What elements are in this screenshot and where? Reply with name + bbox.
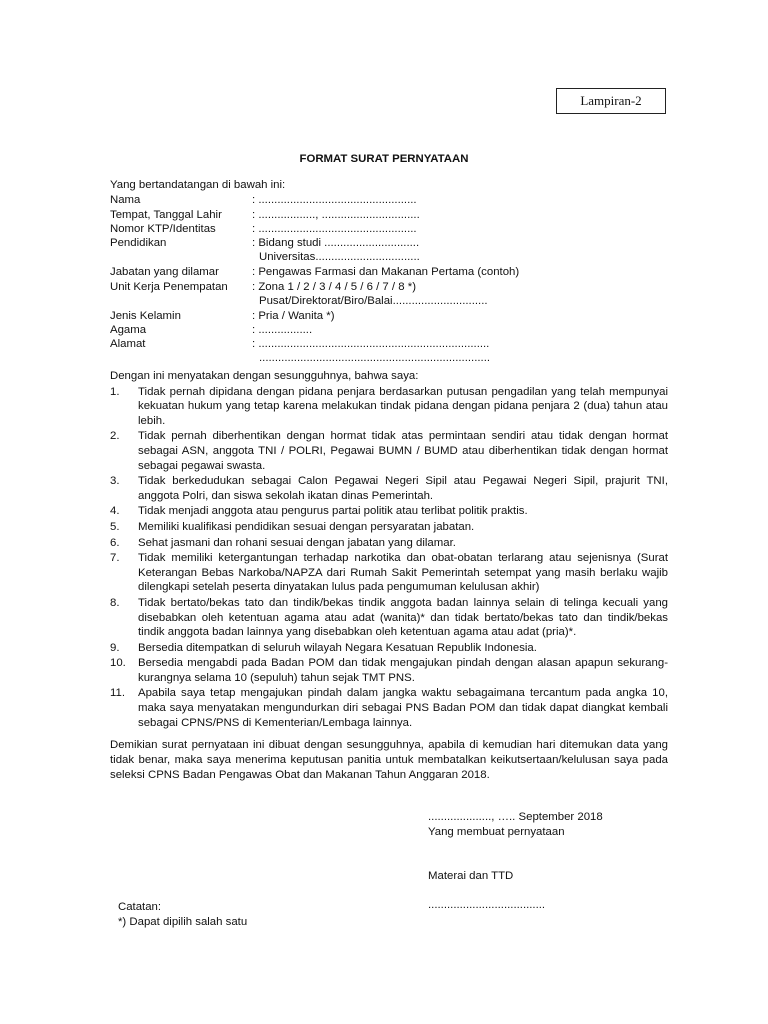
item-number: 6. [110,536,120,549]
field-cont-alamat: ......................................................................... [259,352,491,364]
statement-list [110,369,668,731]
item-text: Apabila saya tetap mengajukan pindah dalam jangka waktu sebagaimana tercantum pada angka 10, maka saya menyatakan mengundurkan diri sebagai PNS Badan POM dan tidak dapat diangkat kembali sebagai CPNS/PNS di Kementerian/Lembaga lainnya. [138,687,668,729]
item-number: 10. [110,657,126,670]
field-value-agama: : ................. [252,324,313,336]
closing-paragraph: Demikian surat pernyataan ini dibuat dengan sesungguhnya, apabila di kemudian hari ditemukan data yang tidak benar, maka saya menerima keputusan panitia untuk membatalkan keikutsertaan/kelulusan saya pada seleksi CPNS Badan Pengawas Obat dan Makanan Tahun Anggaran 2018. [110,739,668,781]
field-label-ktp: Nomor KTP/Identitas [110,223,216,235]
list-item [110,641,668,656]
list-item [110,656,668,685]
item-number: 4. [110,505,120,518]
document-title: FORMAT SURAT PERNYATAAN [299,153,469,165]
item-number: 1. [110,385,120,398]
item-number: 5. [110,520,120,533]
field-value-pendidikan: : Bidang studi .............................. [252,237,420,249]
field-value-ktp: : .................................................. [252,223,417,235]
field-cont-unit-kerja: Pusat/Direktorat/Biro/Balai.............................. [259,295,488,307]
field-label-unit-kerja: Unit Kerja Penempatan [110,281,228,293]
item-number: 9. [110,641,120,654]
list-item [110,504,668,519]
item-text: Tidak berkedudukan sebagai Calon Pegawai Negeri Sipil atau Pegawai Negeri Sipil, prajurit TNI, anggota Polri, dan siswa sekolah ikatan dinas Pemerintah. [138,475,668,502]
intro-text: Yang bertandatangan di bawah ini: [110,179,286,191]
signature-place-date: ...................., ….. September 2018 [428,811,603,823]
list-item [110,474,668,503]
field-label-agama: Agama [110,324,147,336]
item-number: 3. [110,475,120,488]
field-label-alamat: Alamat [110,338,146,350]
item-number: 11. [110,687,125,700]
field-label-jabatan: Jabatan yang dilamar [110,266,219,278]
item-text: Sehat jasmani dan rohani sesuai dengan jabatan yang dilamar. [138,536,456,549]
note-heading: Catatan: [118,901,162,913]
field-value-alamat: : ......................................................................... [252,338,490,350]
list-item [110,536,668,551]
lampiran-label: Lampiran-2 [580,93,642,108]
item-text: Tidak bertato/bekas tato dan tindik/bekas tindik anggota badan lainnya selain di telinga kecuali yang disebabkan oleh ketentuan agama atau adat (wanita)* dan tidak bertato/bekas tato dan tindik/bekas tindik anggota badan lainnya yang disebabkan oleh ketentuan agama atau adat (pria)*. [138,596,668,639]
note-text: *) Dapat dipilih salah satu [118,916,248,928]
field-value-ttl: : .................., ............................... [252,209,420,221]
list-item [110,551,668,595]
list-item [110,596,668,640]
field-label-pendidikan: Pendidikan [110,237,167,249]
item-text: Tidak pernah diberhentikan dengan hormat tidak atas permintaan sendiri atau tidak dengan hormat sebagai ASN, anggota TNI / POLRI, Pegawai BUMN / BUMD atau diberhentikan tidak dengan hormat sebagai pegawai swasta. [138,430,668,472]
list-item [110,686,668,730]
item-text: Bersedia ditempatkan di seluruh wilayah Negara Kesatuan Republik Indonesia. [138,641,537,654]
signature-stamp: Materai dan TTD [428,870,514,882]
field-label-jenis-kelamin: Jenis Kelamin [110,310,181,322]
field-label-ttl: Tempat, Tanggal Lahir [110,209,222,221]
item-text: Bersedia mengabdi pada Badan POM dan tidak mengajukan pindah dengan alasan apapun sekurang-kurangnya selama 10 (sepuluh) tahun sejak TMT PNS. [138,657,668,684]
item-number: 8. [110,596,120,609]
signature-line: ..................................... [428,899,546,911]
list-item [110,429,668,473]
item-text: Memiliki kualifikasi pendidikan sesuai dengan persyaratan jabatan. [138,520,475,533]
field-value-jabatan: : Pengawas Farmasi dan Makanan Pertama (contoh) [252,266,520,278]
list-item [110,385,668,429]
lampiran-box [556,88,666,114]
field-value-jenis-kelamin: : Pria / Wanita *) [252,310,335,322]
item-number: 2. [110,430,120,443]
field-cont-pendidikan: Universitas................................. [259,251,420,263]
signature-maker: Yang membuat pernyataan [428,826,565,838]
field-value-nama: : .................................................. [252,194,417,206]
item-text: Tidak pernah dipidana dengan pidana penjara berdasarkan putusan pengadilan yang telah mempunyai kekuatan hukum yang tetap karena melakukan tindak pidana dengan pidana penjara 2 (dua) tahun atau lebih. [138,385,668,427]
item-text: Tidak menjadi anggota atau pengurus partai politik atau terlibat politik praktis. [138,505,528,518]
list-item [110,520,668,535]
statement-intro: Dengan ini menyatakan dengan sesungguhnya, bahwa saya: [110,370,419,382]
item-number: 7. [110,552,120,565]
item-text: Tidak memiliki ketergantungan terhadap narkotika dan obat-obatan terlarang atau sejenisnya (Surat Keterangan Bebas Narkoba/NAPZA dari Rumah Sakit Pemerintah setempat yang masih berlaku wajib dilengkapi setelah peserta dinyatakan lulus pada pengumuman kelulusan akhir) [138,552,668,594]
field-label-nama: Nama [110,194,141,206]
field-value-unit-kerja: : Zona 1 / 2 / 3 / 4 / 5 / 6 / 7 / 8 *) [252,281,416,293]
